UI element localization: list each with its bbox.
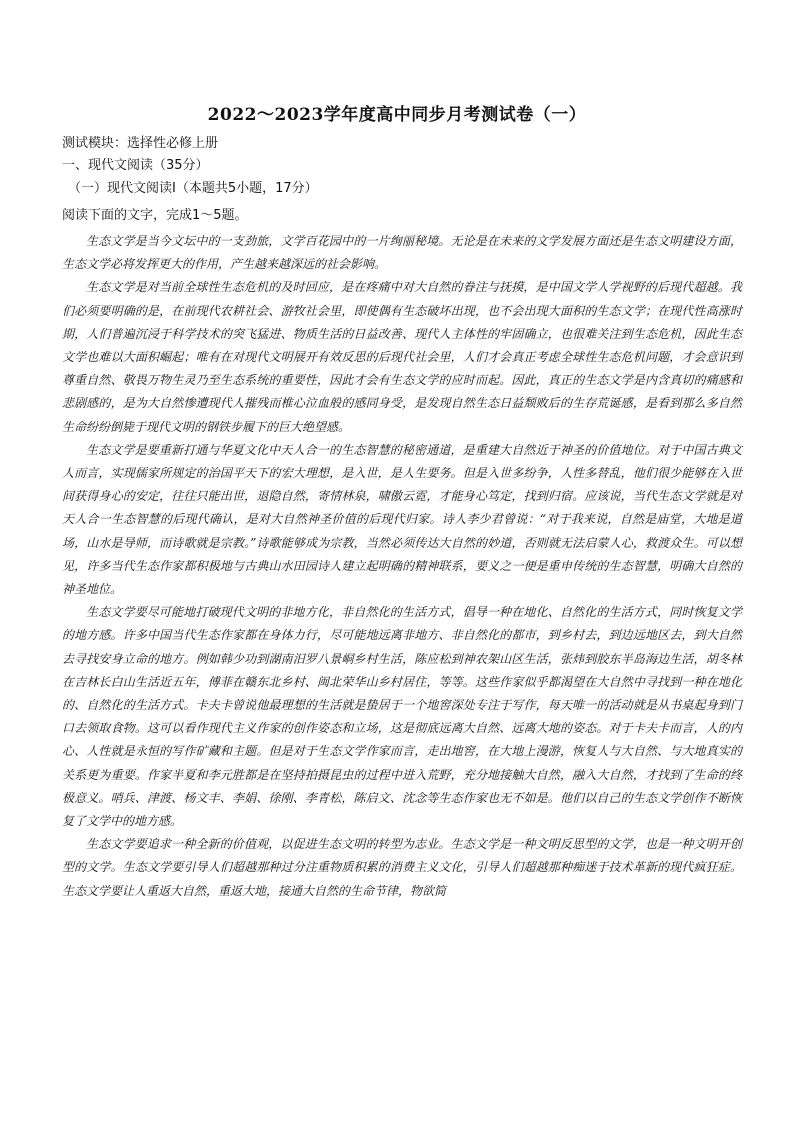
section-heading: 一、现代文阅读（35分） (62, 158, 209, 173)
test-module-label: 测试模块：选择性必修上册 (62, 136, 219, 151)
reading-instruction: 阅读下面的文字，完成1～5题。 (62, 208, 248, 223)
passage-paragraph-1: 生态文学是当今文坛中的一支劲旅，文学百花园中的一片绚丽秘境。无论是在未来的文学发展方面还是生态文明建设方面，生态文学必将发挥更大的作用，产生越来越深远的社会影响。 (62, 234, 742, 272)
passage-paragraph-3: 生态文学是要重新打通与华夏文化中天人合一的生态智慧的秘密通道，是重建大自然近于神圣的价值地位。对于中国古典文人而言，实现儒家所规定的治国平天下的宏大理想，是入世，是人生要务。但是入世多纷争，人性多替乱，他们很少能够在入世间获得身心的安定，往往只能出世，退隐自然，寄情林泉，啸傲云霓，才能身心笃定，找到归宿。应该说，当代生态文学就是对天人合一生态智慧的后现代确认，是对大自然神圣价值的后现代归家。诗人李少君曾说：“对于我来说，自然是庙堂，大地是道场，山水是导师，而诗歌就是宗教。”诗歌能够成为宗教，当然必须传达大自然的妙道，否则就无法启蒙人心，救渡众生。可以想见，许多当代生态作家都积极地与古典山水田园诗人建立起明确的精神联系，要义之一便是重申传统的生态智慧，明确大自然的神圣地位。 (62, 442, 742, 597)
passage-paragraph-4: 生态文学要尽可能地打破现代文明的非地方化，非自然化的生活方式，倡导一种在地化、自然化的生活方式，同时恢复文学的地方感。许多中国当代生态作家都在身体力行，尽可能地远离非地方、非自然化的都市，到乡村去，到边远地区去，到大自然去寻找安身立命的地方。例如韩少功到湖南汨罗八景峒乡村生活，陈应松到神农架山区生活，张炜到胶东半岛海边生活，胡冬林在吉林长白山生活近五年，傅菲在赣东北乡村、闽北荣华山乡村居住，等等。这些作家似乎都渴望在大自然中寻找到一种在地化的、自然化的生活方式。卡夫卡曾说他最理想的生活就是蛰居于一个地窖深处专注于写作，每天唯一的活动就是从书桌起身到门口去领取食物。这可以看作现代主义作家的创作姿态和立场，这是彻底远离大自然、远离大地的姿态。对于卡夫卡而言，人的内心、人性就是永恒的写作矿藏和主题。但是对于生态文学作家而言，走出地窖，在大地上漫游，恢复人与大自然、与大地真实的关系更为重要。作家半夏和李元胜都是在坚持拍摄昆虫的过程中进入荒野，充分地接触大自然，融入大自然，才找到了生命的终极意义。哨兵、津渡、杨文丰、李娟、徐刚、李青松，陈启文、沈念等生态作家也无不如是。他们以自己的生态文学创作不断恢复了文学中的地方感。 (62, 605, 742, 829)
passage-paragraph-2: 生态文学是对当前全球性生态危机的及时回应，是在疼痛中对大自然的眷注与抚摸，是中国文学人学视野的后现代超越。我们必须要明确的是，在前现代农耕社会、游牧社会里，即使偶有生态破坏出现，也不会出现大面积的生态文学；在现代性高涨时期，人们普遍沉浸于科学技术的突飞猛进、物质生活的日益改善、现代人主体性的牢固确立，也很难关注到生态危机，因此生态文学也难以大面积崛起；唯有在对现代文明展开有效反思的后现代社会里，人们才会真正考虑全球性生态危机问题，才会意识到尊重自然、敬畏万物生灵乃至生态系统的重要性，因此才会有生态文学的应时而起。因此，真正的生态文学是内含真切的痛感和悲剧感的，是为大自然惨遭现代人摧残而椎心泣血般的感同身受，是发现自然生态日益颓败后的生存荒诞感，是看到那么多自然生命纷纷倒毙于现代文明的钢铁步履下的巨大绝望感。 (62, 280, 742, 434)
page-title: 2022～2023学年度高中同步月考测试卷（一） (207, 105, 587, 125)
reading-passage (62, 230, 742, 903)
passage-paragraph-5: 生态文学要追求一种全新的价值观，以促进生态文明的转型为志业。生态文学是一种文明反思型的文学，也是一种文明开创型的文学。生态文学要引导人们超越那种过分注重物质积累的消费主义文化，引导人们超越那种痴迷于技术革新的现代疯狂症。生态文学要让人重返大自然，重返大地，接通大自然的生命节律，物欲简 (62, 837, 742, 898)
subsection-heading: （一）现代文阅读Ⅰ（本题共5小题，17分） (68, 181, 318, 196)
